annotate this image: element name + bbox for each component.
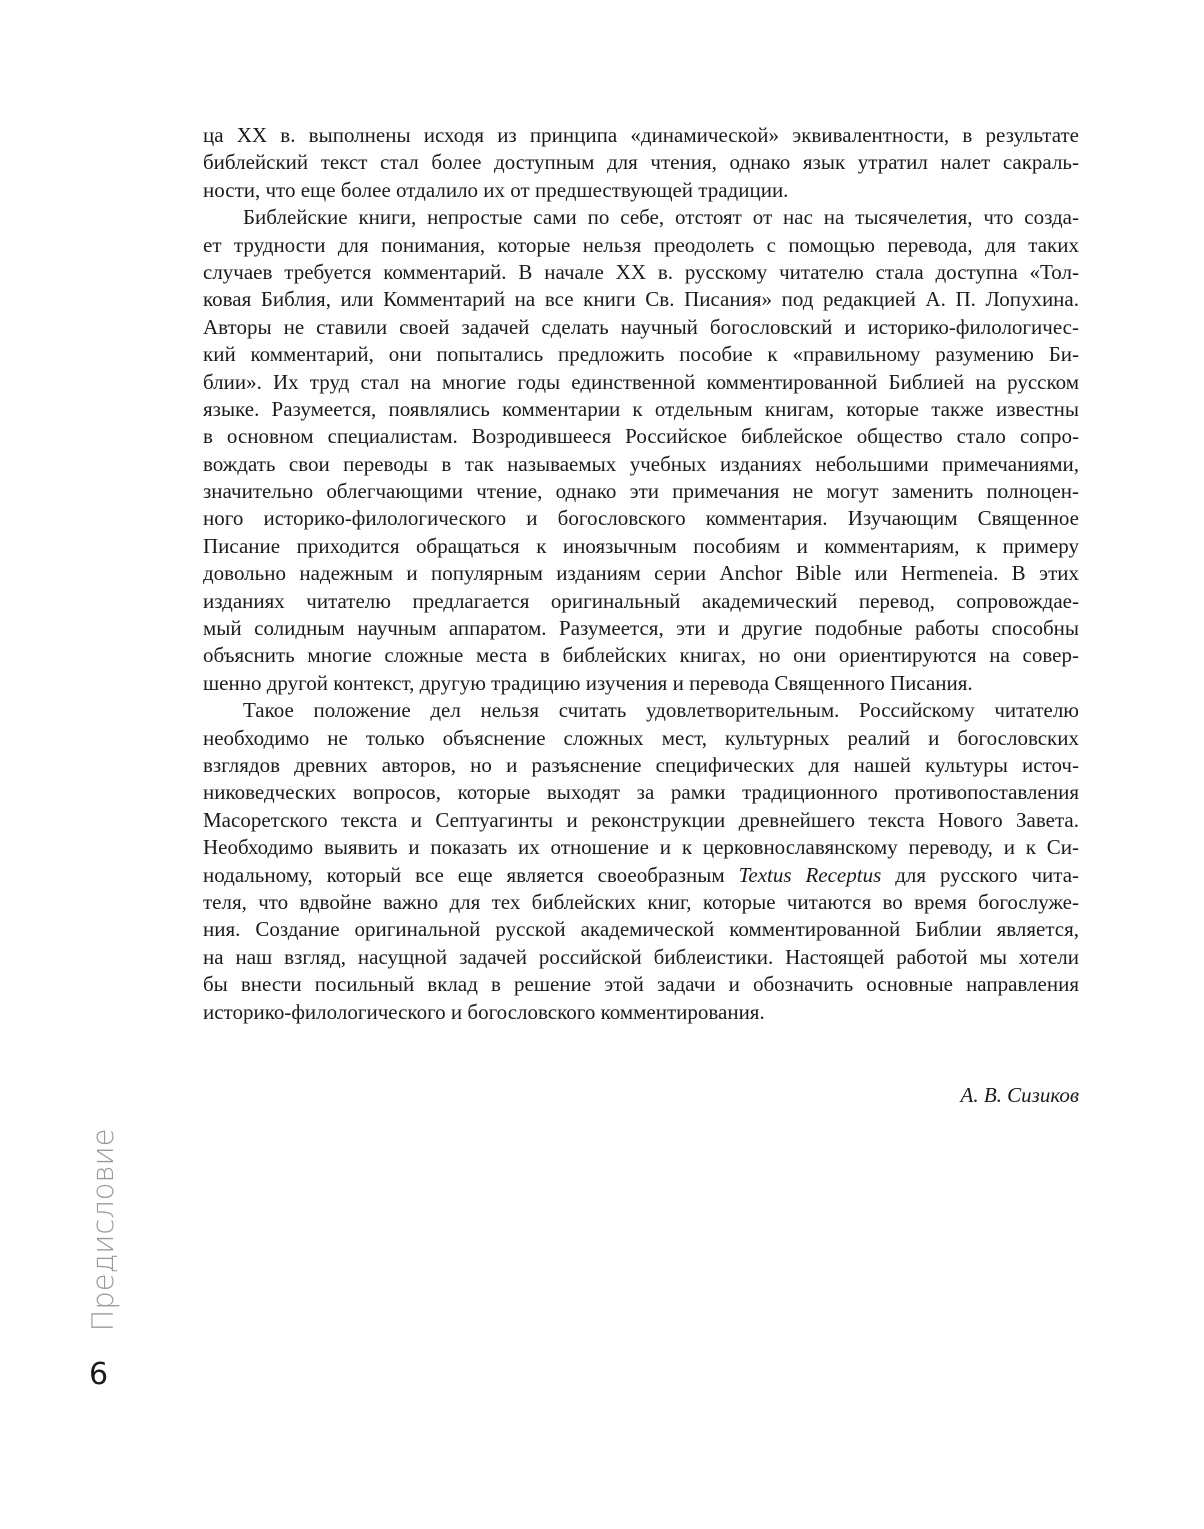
text-line: шенно другой контекст, другую традицию изучения и перевода Священного Писания. <box>203 670 973 695</box>
text-line: мый солидным научным аппаратом. Разумеется, эти и другие подобные работы способны <box>203 616 1079 641</box>
text-line: бы внести посильный вклад в решение этой задачи и обозначить основные направления <box>203 972 1079 997</box>
text-line: теля, что вдвойне важно для тех библейских книг, которые читаются во время богослуже- <box>203 889 1079 914</box>
running-head <box>77 1130 129 1330</box>
text-line: языке. Разумеется, появлялись комментарии к отдельным книгам, которые также известны <box>203 396 1079 421</box>
text-line: ца XX в. выполнены исходя из принципа «динамической» эквивалентности, в результате <box>203 123 1079 147</box>
text-line: в основном специалистам. Возродившееся Российское библейское общество стало сопро- <box>203 424 1079 449</box>
page-body <box>203 122 1079 1026</box>
text-line: на наш взгляд, насущной задачей российской библеистики. Настоящей работой мы хотели <box>203 944 1079 969</box>
text-line: блии». Их труд стал на многие годы единственной комментированной Библией на русском <box>203 369 1079 394</box>
text-line: довольно надежным и популярным изданиям серии Anchor Bible или Hermeneia. В этих <box>203 561 1079 586</box>
text-line-with-italic <box>203 862 1079 889</box>
author-signature: А. В. Сизиков <box>960 1083 1079 1107</box>
text-segment: нодальному, который все еще является своеобразным <box>203 862 725 887</box>
text-line: значительно облегчающими чтение, однако эти примечания не могут заменить полноцен- <box>203 479 1079 504</box>
text-line: Такое положение дел нельзя считать удовлетворительным. Российскому читателю <box>243 698 1079 723</box>
text-line: взглядов древних авторов, но и разъяснение специфических для нашей культуры источ- <box>203 752 1079 777</box>
text-line: историко-филологического и богословского комментирования. <box>203 999 765 1024</box>
paragraph-2 <box>203 204 1079 697</box>
paragraph-3 <box>203 697 1079 1026</box>
text-line: кий комментарий, они попытались предложить пособие к «правильному разумению Би- <box>203 342 1079 367</box>
text-line: Авторы не ставили своей задачей сделать научный богословский и историко-филологичес- <box>203 314 1079 339</box>
text-line: ности, что еще более отдалило их от предшествующей традиции. <box>203 177 789 202</box>
text-line: необходимо не только объяснение сложных мест, культурных реалий и богословских <box>203 725 1079 750</box>
italic-term: Textus Receptus <box>738 862 882 887</box>
text-line: вождать свои переводы в так называемых учебных изданиях небольшими примечаниями, <box>203 451 1079 476</box>
text-line: Масоретского текста и Септуагинты и реконструкции древнейшего текста Нового Завета. <box>203 807 1079 832</box>
running-head-text: Предисловие <box>86 1128 120 1332</box>
text-line: никоведческих вопросов, которые выходят за рамки традиционного противопоставления <box>203 780 1079 805</box>
text-line: ния. Создание оригинальной русской академической комментированной Библии является, <box>203 917 1079 942</box>
text-line: Библейские книги, непростые сами по себе, отстоят от нас на тысячелетия, что созда- <box>243 205 1079 230</box>
text-line: изданиях читателю предлагается оригинальный академический перевод, сопровождае- <box>203 588 1079 613</box>
page-number: 6 <box>89 1357 109 1392</box>
text-line: Необходимо выявить и показать их отношение и к церковнославянскому переводу, и к Си- <box>203 835 1079 860</box>
paragraph-1 <box>203 122 1079 204</box>
text-line: ет трудности для понимания, которые нельзя преодолеть с помощью перевода, для таких <box>203 232 1079 257</box>
text-line: объяснить многие сложные места в библейских книгах, но они ориентируются на совер- <box>203 643 1079 668</box>
text-segment: для русского чита- <box>895 862 1080 887</box>
text-line: ного историко-филологического и богословского комментария. Изучающим Священное <box>203 506 1079 531</box>
text-line: ковая Библия, или Комментарий на все книги Св. Писания» под редакцией А. П. Лопухина. <box>203 287 1079 312</box>
text-line: библейский текст стал более доступным для чтения, однако язык утратил налет сакраль- <box>203 150 1079 175</box>
text-line: случаев требуется комментарий. В начале XX в. русскому читателю стала доступна «Тол- <box>203 259 1079 284</box>
text-line: Писание приходится обращаться к иноязычным пособиям и комментариям, к примеру <box>203 533 1079 558</box>
